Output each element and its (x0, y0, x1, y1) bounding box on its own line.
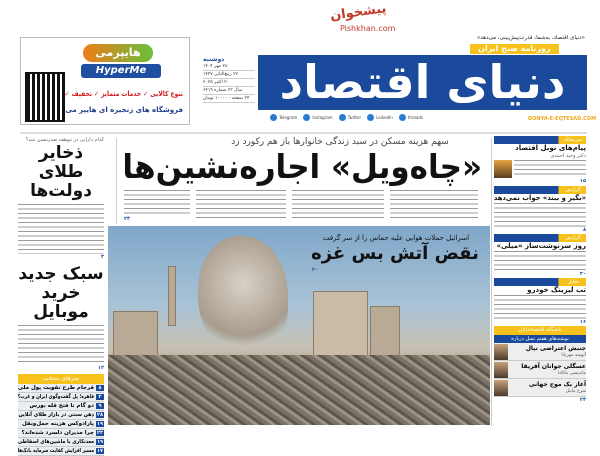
ad-logo-en: HyperMe (81, 64, 161, 78)
tagline: روزنامه صبح ایران (470, 44, 559, 54)
qr-code-icon (27, 74, 63, 120)
motto: «دنیای اقتصاد، به‌شما، قدرت‌پیش‌بینی، می‌دهد» (476, 35, 585, 41)
advertisement[interactable] (20, 37, 190, 125)
club-subtitle: نوشته‌های هفتم نسل درباره (494, 335, 586, 343)
page-ref: ۸ (582, 227, 586, 233)
watermark: پیشخوان (329, 1, 388, 24)
social-name: Instagram (312, 115, 333, 120)
report-headline[interactable]: روز سرنوشت‌ساز «میلی» (496, 242, 586, 250)
section-label: تحلیل (567, 279, 579, 285)
minaret (168, 266, 176, 326)
headline-text: ذهن سنتی در بازار طلای آنلاین (18, 412, 94, 418)
rubble (108, 355, 490, 425)
building (313, 291, 368, 361)
page-number: ۹ (96, 403, 104, 409)
building (113, 311, 158, 361)
selected-headline-item[interactable] (18, 393, 104, 402)
social-linkedin[interactable] (367, 114, 393, 121)
avatar (494, 362, 508, 378)
report-body (494, 251, 586, 271)
twitter-icon (339, 114, 346, 121)
story-headline[interactable]: ذخایر طلای دولت‌ها (30, 143, 92, 201)
section-label: سرمقاله (564, 137, 583, 143)
page-ref: ۲۰ (312, 267, 319, 273)
headline-text: فرجام طرح تقویت پول ملی (18, 385, 94, 391)
report-body (494, 203, 586, 227)
story-headline[interactable]: سبک جدید خرید موبایل (18, 264, 104, 322)
selected-headline-item[interactable] (18, 411, 104, 420)
page-ref: ۲۴ (579, 397, 586, 403)
lunar-date: ۲۷ ربیع‌الثانی ۱۴۴۷ (203, 71, 255, 79)
divider (20, 132, 587, 134)
club-list (494, 343, 586, 397)
ad-slogan: فروشگاه های زنجیره ای هایپر می (65, 106, 183, 114)
social-twitter[interactable] (339, 114, 361, 121)
photo-story-kicker: اسرائیل حملات هوایی علیه حماس را از سر گرفت (322, 234, 470, 242)
club-item-text (511, 381, 586, 395)
social-name: Telegram (279, 115, 298, 120)
club-item[interactable] (494, 379, 586, 397)
section-bar (494, 278, 586, 286)
section-label: گزارش (565, 235, 581, 241)
selected-headline-item[interactable] (18, 429, 104, 438)
day: دوشنبه (203, 56, 225, 63)
selected-headlines-title: تیترهای منتخب (18, 374, 104, 384)
club-item-author: شرح ماتیل (565, 388, 586, 394)
page-ref: ۱۶ (579, 319, 586, 325)
main-body (390, 190, 478, 221)
divider (491, 138, 492, 426)
threads-icon (399, 114, 406, 121)
ad-logo: هایپرمی (83, 44, 153, 62)
page-number: ۲ (96, 394, 104, 400)
social-name: Linkedin (376, 115, 393, 120)
divider (116, 138, 117, 224)
section-bar (494, 234, 586, 242)
club-item[interactable] (494, 361, 586, 379)
author-photo (494, 160, 512, 178)
story-body (18, 204, 104, 254)
editorial-headline[interactable]: پیام‌های نوبل اقتصاد (515, 144, 586, 152)
selected-headline-item[interactable] (18, 402, 104, 411)
selected-headlines-list (18, 384, 104, 456)
story-kicker: کدام دارایی در تیوهفه صدرنشین شد؟ (25, 137, 104, 143)
club-item-title: آغاز یک موج جهانی (528, 380, 586, 388)
ad-features: تنوع کالایی ✓ خدمات متمایز ✓ تخفیف ✓ (64, 90, 183, 98)
club-item-text (511, 363, 586, 377)
headline-text: دو گام تا فتح قله بورس (29, 403, 94, 409)
headline-text: قاهره؛ پل گفت‌وگوی ایران و غرب؟ (18, 394, 95, 400)
headline-text: مسیر افزایش کفایت سرمایه بانک‌ها (18, 448, 94, 454)
section-bar (494, 136, 586, 144)
main-body (124, 190, 190, 214)
page-ref: ۲۴ (124, 216, 131, 222)
issue: سال ۲۳ شماره ۶۴۱۹ (203, 87, 255, 95)
social-name: threads (407, 115, 423, 120)
page-ref: ۱۵ (579, 178, 586, 184)
section-bar (494, 186, 586, 194)
watermark-url: Pishkhan.com (340, 24, 396, 33)
gregorian-date: ۲۰ اکتبر ۲۰۲۵ (203, 79, 255, 87)
website[interactable]: DONYA-E-EQTESAD.COM (528, 116, 597, 122)
main-headline[interactable]: «چاه‌ویل» اجاره‌نشین‌ها (122, 147, 483, 186)
main-kicker: سهم هزینه مسکن در سبد زندگی خانوارها باز هم رکورد زد (231, 137, 449, 147)
social-name: Twitter (347, 115, 362, 120)
selected-headline-item[interactable] (18, 447, 104, 456)
masthead (258, 55, 587, 110)
headline-text: پارادوکس هزینه حمل‌ونقل (21, 421, 94, 427)
page-ref: ۳ (100, 254, 104, 260)
report-headline[interactable]: «بگیر و ببند» جواب نمی‌دهد (493, 194, 586, 202)
club-item-author: آنوشه مهرپانا (561, 352, 586, 358)
date-info (203, 56, 255, 103)
masthead-title: دنیای اقتصاد (279, 55, 566, 109)
instagram-icon (303, 114, 310, 121)
page-number: ۱۹ (96, 439, 104, 445)
main-body (292, 190, 384, 218)
page-number: ۱۹ (96, 421, 104, 427)
social-threads[interactable] (399, 114, 423, 121)
editorial-body (514, 160, 586, 178)
linkedin-icon (367, 114, 374, 121)
analysis-headline[interactable]: تب لیزینگ خودرو (527, 286, 586, 294)
club-title: باشگاه اقتصاددانان (494, 326, 586, 335)
page-ref: ۱۲ (97, 365, 104, 371)
photo-story-headline[interactable]: نقض آتش بس غزه (311, 243, 479, 264)
solar-date: ۲۸ مهر ۱۴۰۴ (203, 63, 255, 71)
social-instagram[interactable] (303, 114, 332, 121)
pages-price: ۲۴ صفحه - ۱۰۰۰۰ تومان (203, 95, 255, 103)
headline-text: معدنکاری با ماشین‌های اسقاطی (18, 439, 94, 445)
selected-headline-item[interactable] (18, 438, 104, 447)
page-number: ۲۳ (96, 430, 104, 436)
avatar (494, 344, 508, 360)
left-column (18, 137, 104, 456)
club-item-text (511, 345, 586, 359)
page-ref: ۳۰ (579, 271, 586, 277)
section-label: گزارش (565, 187, 581, 193)
editorial-author: دکتر وحید احمدی (550, 153, 586, 159)
right-column (494, 136, 586, 404)
social-links (270, 114, 423, 121)
story-body (18, 325, 104, 365)
selected-headline-item[interactable] (18, 384, 104, 393)
page-number: ۲۸ (96, 412, 104, 418)
smoke (198, 236, 288, 356)
telegram-icon (270, 114, 277, 121)
building (370, 306, 400, 361)
club-item-title: جنبش اعتراضی نپال (525, 344, 586, 352)
club-item-title: عسگلی جوانان آفریقا (521, 362, 586, 370)
page-number: ۸ (96, 385, 104, 391)
headline-text: چرا مدیران دلسرد شده‌اند؟ (21, 430, 94, 436)
main-body (196, 190, 286, 218)
avatar (494, 380, 508, 396)
analysis-body (494, 295, 586, 319)
selected-headline-item[interactable] (18, 420, 104, 429)
page-number: ۱۷ (96, 448, 104, 454)
social-telegram[interactable] (270, 114, 297, 121)
club-item-author: ماندیسی ماکادا (557, 370, 586, 376)
club-item[interactable] (494, 343, 586, 361)
